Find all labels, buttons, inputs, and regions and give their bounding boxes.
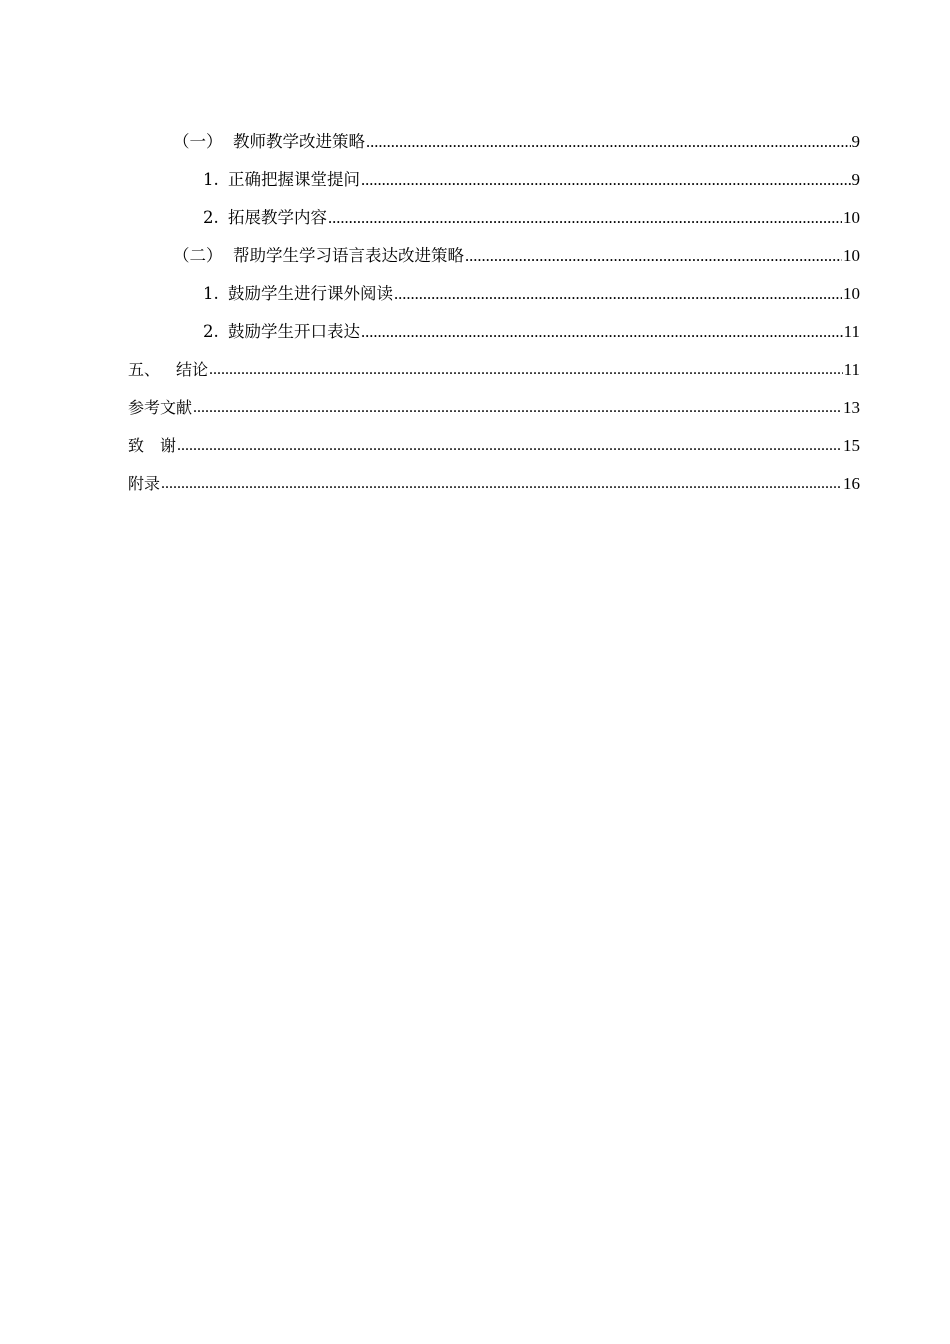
toc-entry-page: 10 <box>843 246 860 265</box>
toc-entry-page: 10 <box>843 284 860 303</box>
toc-entry[interactable] <box>128 114 860 152</box>
toc-dot-leader <box>361 170 851 190</box>
toc-entry-title: 鼓励学生开口表达 <box>228 322 360 341</box>
toc-entry[interactable] <box>128 342 860 380</box>
toc-entry-number: （二） <box>173 246 223 265</box>
toc-entry[interactable] <box>128 418 860 456</box>
toc-entry-title: 参考文献 <box>128 398 193 417</box>
toc-entry-page: 15 <box>843 436 860 455</box>
toc-dot-leader <box>465 246 842 266</box>
toc-entry-page: 10 <box>843 208 860 227</box>
toc-entry-title: 拓展教学内容 <box>228 208 327 227</box>
toc-entry-title: 教师教学改进策略 <box>233 132 365 151</box>
toc-dot-leader <box>361 322 843 342</box>
toc-entry[interactable] <box>128 152 860 190</box>
toc-dot-leader <box>366 132 851 152</box>
toc-entry[interactable] <box>128 266 860 304</box>
toc-dot-leader <box>193 398 842 418</box>
toc-entry[interactable] <box>128 456 860 494</box>
toc-dot-leader <box>394 284 842 304</box>
toc-entry-number: 五、 <box>128 360 161 379</box>
toc-entry-number: （一） <box>173 132 223 151</box>
toc-entry-page: 13 <box>843 398 860 417</box>
toc-entry-page: 11 <box>843 322 860 341</box>
toc-entry-number: 2. <box>203 208 219 227</box>
toc-entry-title: 致 谢 <box>128 436 177 455</box>
toc-dot-leader <box>328 208 842 228</box>
toc-dot-leader <box>209 360 843 380</box>
toc-entry-number: 1. <box>203 284 219 303</box>
toc-entry-title: 附录 <box>128 474 161 493</box>
toc-entry[interactable] <box>128 190 860 228</box>
toc-entry-page: 9 <box>851 132 860 151</box>
toc-entry[interactable] <box>128 304 860 342</box>
toc-entry-page: 9 <box>851 170 860 189</box>
toc-entry-page: 11 <box>843 360 860 379</box>
toc-entry-number: 1. <box>203 170 219 189</box>
toc-entry-title: 鼓励学生进行课外阅读 <box>228 284 393 303</box>
toc-entry-page: 16 <box>843 474 860 493</box>
toc-entry[interactable] <box>128 380 860 418</box>
toc-entry-number: 2. <box>203 322 219 341</box>
toc-entry-title: 正确把握课堂提问 <box>228 170 360 189</box>
toc-dot-leader <box>177 436 842 456</box>
toc-entry[interactable] <box>128 228 860 266</box>
toc-entry-title: 结论 <box>176 360 209 379</box>
toc-dot-leader <box>161 474 842 494</box>
toc-entry-title: 帮助学生学习语言表达改进策略 <box>233 246 464 265</box>
table-of-contents <box>128 114 860 494</box>
